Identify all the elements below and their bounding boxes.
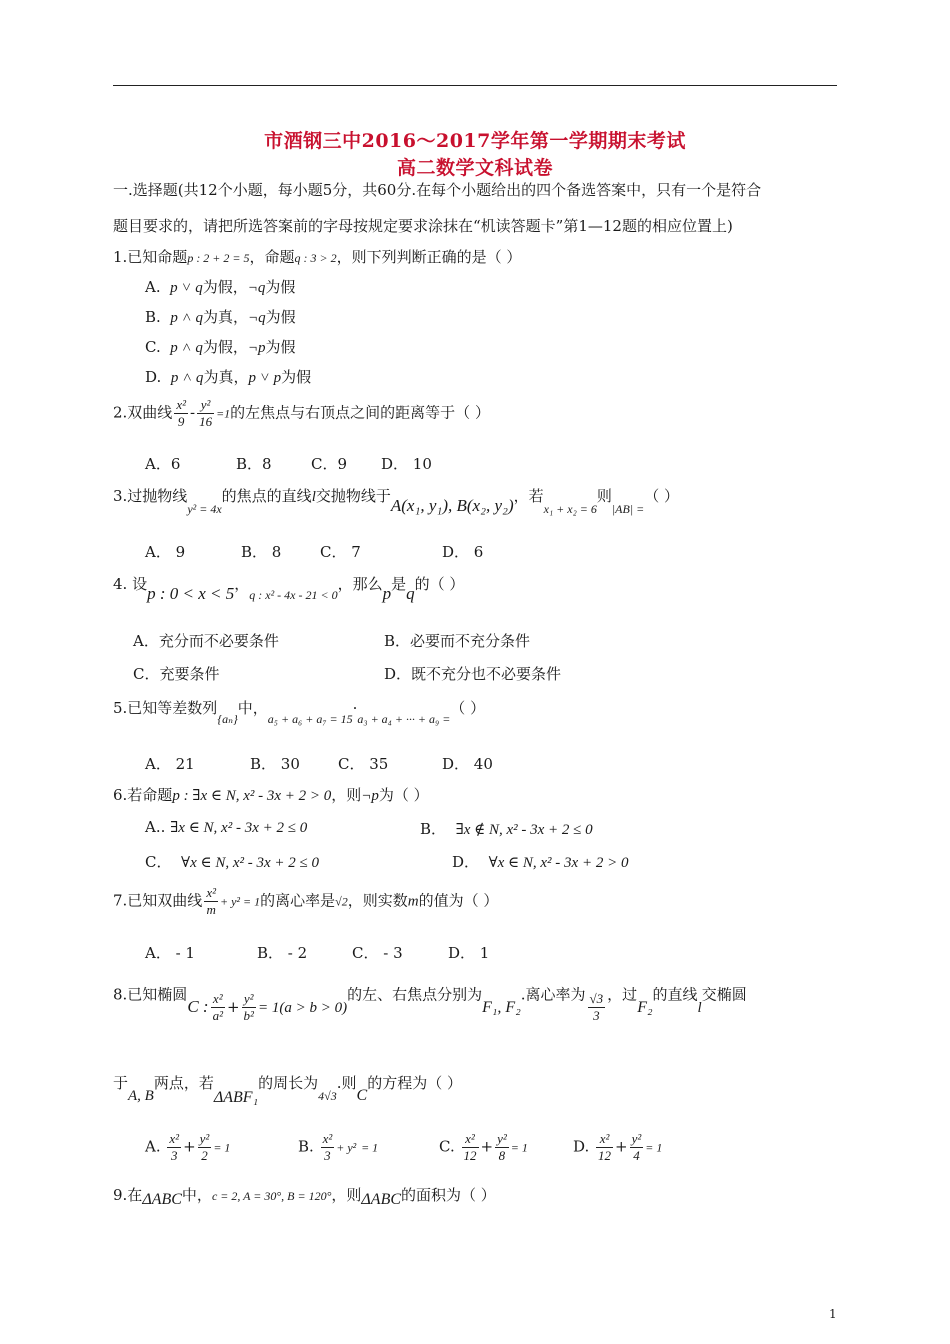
instructions-line2: 题目要求的，请把所选答案前的字母按规定要求涂抹在“机读答题卡”第1—12题的相应位置上) bbox=[113, 217, 733, 235]
q3-cond: x₁ + x₂ = 6 bbox=[543, 502, 597, 516]
q1-option-b-text1: 为真， bbox=[202, 308, 248, 326]
q8-e-den: 3 bbox=[593, 1008, 600, 1023]
instructions-line1: 一.选择题(共12个小题，每小题5分，共60分.在每个小题给出的四个备选答案中，只有一个是符合 bbox=[113, 181, 762, 199]
q6-option-b-label: B． bbox=[420, 820, 447, 838]
q1-mid: ，命题 bbox=[249, 248, 295, 266]
q7-f-num: x² bbox=[206, 885, 216, 900]
q1-option-a-text2: 为假 bbox=[265, 278, 296, 296]
q6-option-a-label: A.. bbox=[145, 818, 166, 836]
q5-option-d: D． 40 bbox=[442, 755, 493, 773]
q1-q-expr: q : 3 > 2 bbox=[294, 251, 337, 265]
q1-option-c-text2: 为假 bbox=[265, 338, 296, 356]
q8-option-a-frac2 bbox=[198, 1131, 212, 1164]
question-8 bbox=[113, 979, 747, 1023]
q8-option-c-a-den: 12 bbox=[463, 1148, 477, 1163]
q6-option-b-expr: ∃x ∉ N, x² - 3x + 2 ≤ 0 bbox=[455, 822, 593, 838]
q8-l: l bbox=[697, 999, 702, 1016]
q9-tri: ΔABC bbox=[142, 1191, 182, 1208]
q6-pre: 6.若命题 bbox=[113, 786, 173, 804]
q4-option-d: D．既不充分也不必要条件 bbox=[384, 665, 562, 683]
q8-option-d-a-den: 12 bbox=[598, 1148, 612, 1163]
q3-post: （ ） bbox=[644, 487, 679, 505]
q7-mid2: ，则实数 bbox=[347, 891, 408, 910]
q8-mid1: 的左、右焦点分别为 bbox=[347, 985, 483, 1004]
q7-option-c: C． - 3 bbox=[352, 944, 403, 962]
q8-mid2: .离心率为 bbox=[520, 985, 586, 1004]
q2-fraction-1 bbox=[174, 397, 188, 430]
q1-option-a bbox=[145, 276, 295, 297]
q4-option-c: C．充要条件 bbox=[133, 665, 220, 683]
q8-option-d-frac1 bbox=[596, 1131, 613, 1164]
q3-mid3: ，若 bbox=[513, 487, 544, 505]
q8-option-c-b-num: y² bbox=[497, 1131, 507, 1146]
q6-option-d bbox=[452, 851, 628, 872]
q8-option-c-frac2 bbox=[495, 1131, 509, 1164]
q6-mid: ，则 bbox=[331, 786, 362, 804]
q4-p: p bbox=[382, 584, 392, 603]
q8-f2-num: y² bbox=[242, 991, 256, 1008]
q4-mid: ，那么 bbox=[337, 575, 383, 593]
q8-option-d-eq: = 1 bbox=[645, 1140, 663, 1155]
q8-option-b-label: B. bbox=[298, 1137, 314, 1156]
q2-f2-den: 16 bbox=[199, 414, 213, 429]
q8-foci: F₁, F₂ bbox=[482, 998, 521, 1016]
q8-option-a-a-num: x² bbox=[169, 1131, 180, 1146]
q8-c2: C bbox=[356, 1087, 368, 1104]
q3-points: A(x₁, y₁), B(x₂, y₂) bbox=[390, 496, 514, 515]
q8-e-num: √3 bbox=[589, 991, 604, 1006]
q2-f2-num: y² bbox=[197, 397, 214, 414]
q8-option-c-a-num: x² bbox=[462, 1131, 479, 1148]
q4-is: 是 bbox=[391, 575, 407, 593]
question-2 bbox=[113, 397, 490, 430]
q4-comma: ， bbox=[234, 575, 250, 593]
q8-option-d-a-num: x² bbox=[596, 1131, 613, 1148]
q7-m: m bbox=[407, 893, 419, 910]
q1-post: ，则下列判断正确的是（ ） bbox=[336, 248, 522, 266]
q8-option-c-label: C. bbox=[439, 1137, 455, 1156]
q8-option-b-a-den: 3 bbox=[324, 1148, 331, 1163]
q1-option-c-label: C. bbox=[145, 338, 161, 356]
q2-option-a: A．6 bbox=[145, 455, 181, 473]
question-9 bbox=[113, 1184, 496, 1208]
q8-option-b-frac1 bbox=[321, 1131, 335, 1164]
q1-option-d-expr1: p ˄ q bbox=[170, 370, 204, 386]
q6-option-c-label: C． bbox=[145, 853, 172, 871]
exam-title: 市酒钢三中2016～2017学年第一学期期末考试 bbox=[264, 130, 686, 152]
q2-pre: 2.双曲线 bbox=[113, 403, 173, 422]
q2-option-b: B．8 bbox=[236, 455, 272, 473]
q7-option-a: A． - 1 bbox=[145, 944, 195, 962]
q8-option-c-op: + bbox=[480, 1137, 494, 1156]
q1-option-d bbox=[145, 366, 311, 387]
question-6 bbox=[113, 784, 429, 805]
q1-p-expr: p : 2 + 2 = 5 bbox=[187, 251, 250, 265]
q6-option-a-expr: ∃x ∈ N, x² - 3x + 2 ≤ 0 bbox=[170, 820, 308, 836]
q9-post: 的面积为（ ） bbox=[401, 1186, 496, 1204]
q8-fraction-1 bbox=[211, 991, 225, 1024]
q1-option-d-text1: 为真， bbox=[203, 368, 249, 386]
q3-mid1: 的焦点的直线 bbox=[221, 487, 312, 505]
q7-fraction bbox=[204, 885, 218, 918]
q8-plus: + bbox=[226, 997, 240, 1016]
q8-option-d-frac2 bbox=[630, 1131, 644, 1164]
q5-option-a: A． 21 bbox=[145, 755, 195, 773]
q8-option-a-eq: = 1 bbox=[213, 1140, 231, 1155]
question-4 bbox=[113, 573, 465, 603]
q6-option-c bbox=[145, 851, 319, 872]
q5-mid: 中， bbox=[237, 699, 268, 717]
q5-seq: {aₙ} bbox=[217, 712, 238, 726]
q1-option-c-text1: 为假， bbox=[202, 338, 248, 356]
header-rule bbox=[113, 85, 837, 86]
q2-option-c: C．9 bbox=[311, 455, 348, 473]
q8-option-a-b-num: y² bbox=[199, 1131, 210, 1146]
q2-f1-den: 9 bbox=[177, 414, 185, 429]
q9-mid2: ，则 bbox=[331, 1186, 362, 1204]
q7-pre: 7.已知双曲线 bbox=[113, 891, 203, 910]
q8-f1-den: a² bbox=[212, 1008, 223, 1023]
q7-ecc: √2 bbox=[335, 894, 348, 909]
q2-post: 的左焦点与右顶点之间的距离等于（ ） bbox=[230, 403, 490, 422]
q5-cond: a₅ + a₆ + a₇ = 15 bbox=[267, 712, 353, 726]
q9-tri2: ΔABC bbox=[361, 1191, 402, 1208]
q5-pre: 5.已知等差数列 bbox=[113, 699, 218, 717]
q2-minus: - bbox=[189, 403, 196, 422]
q4-post: 的（ ） bbox=[414, 575, 465, 593]
q3-parabola: y² = 4x bbox=[187, 502, 222, 516]
q7-option-b: B． - 2 bbox=[257, 944, 308, 962]
q1-option-a-expr2: ¬q bbox=[247, 280, 266, 296]
q8-line2-mid3: .则 bbox=[336, 1074, 357, 1092]
q8-option-b-a-num: x² bbox=[322, 1131, 333, 1146]
q1-option-c-expr1: p ˄ q bbox=[170, 340, 203, 356]
q6-option-a bbox=[145, 818, 307, 837]
q8-option-a-b-den: 2 bbox=[201, 1148, 208, 1163]
q8-fraction-2 bbox=[242, 991, 256, 1024]
q2-f1-num: x² bbox=[176, 397, 186, 412]
q8-option-c-frac1 bbox=[462, 1131, 479, 1164]
q6-option-c-expr: ∀x ∈ N, x² - 3x + 2 ≤ 0 bbox=[181, 855, 320, 871]
q3-option-c: C． 7 bbox=[320, 543, 361, 561]
exam-subtitle: 高二数学文科试卷 bbox=[396, 157, 553, 179]
q4-option-b: B．必要而不充分条件 bbox=[384, 632, 531, 650]
q8-c: C : bbox=[187, 996, 209, 1016]
q3-line-l: l bbox=[311, 489, 316, 505]
q3-mid4: 则 bbox=[596, 487, 612, 505]
q1-option-a-text1: 为假， bbox=[202, 278, 248, 296]
q5-post: （ ） bbox=[450, 699, 486, 717]
q8-mid4: 的直线 bbox=[652, 985, 698, 1004]
q8-line2-mid2: 的周长为 bbox=[258, 1074, 319, 1092]
q9-pre: 9.在 bbox=[113, 1186, 143, 1204]
q2-fraction-2 bbox=[197, 397, 214, 430]
q3-option-d: D． 6 bbox=[442, 543, 484, 561]
q8-option-b-eq: = 1 bbox=[361, 1140, 379, 1155]
q8-option-a-a-den: 3 bbox=[170, 1148, 178, 1163]
q8-f1-num: x² bbox=[211, 991, 225, 1008]
q3-ab: |AB| = bbox=[611, 502, 645, 516]
q1-option-a-expr1: p ˅ q bbox=[170, 280, 203, 296]
q1-option-d-expr2: p ˅ p bbox=[248, 370, 282, 386]
q4-option-a: A．充分而不必要条件 bbox=[133, 632, 279, 650]
q4-p-expr: p : 0 < x < 5 bbox=[147, 584, 235, 603]
q4-pre: 4. 设 bbox=[113, 575, 148, 593]
q7-rest: + y² = 1 bbox=[219, 894, 261, 909]
q1-option-b bbox=[145, 306, 296, 327]
q8-eccentricity bbox=[588, 991, 606, 1024]
q1-option-b-expr2: ¬q bbox=[247, 310, 266, 326]
q3-option-a: A． 9 bbox=[145, 543, 186, 561]
q3-option-b: B． 8 bbox=[241, 543, 282, 561]
q8-option-c-eq: = 1 bbox=[510, 1140, 528, 1155]
q1-option-b-text2: 为假 bbox=[265, 308, 296, 326]
q1-option-d-label: D. bbox=[145, 368, 162, 386]
q8-per: 4√3 bbox=[318, 1089, 337, 1103]
q8-option-b bbox=[298, 1131, 378, 1164]
q1-option-b-label: B. bbox=[145, 308, 161, 326]
q1-option-a-label: A. bbox=[145, 278, 161, 296]
q8-mid3: ，过 bbox=[607, 985, 638, 1004]
q8-option-a bbox=[145, 1131, 230, 1164]
q8-tri: ΔABF₁ bbox=[213, 1089, 259, 1106]
q6-option-d-expr: ∀x ∈ N, x² - 3x + 2 > 0 bbox=[488, 855, 629, 871]
q8-option-d-label: D. bbox=[573, 1137, 590, 1156]
q4-q: q bbox=[406, 584, 415, 603]
page-number: 1 bbox=[829, 1307, 837, 1321]
q9-mid: 中， bbox=[181, 1186, 212, 1204]
q1-option-d-text2: 为假 bbox=[281, 368, 312, 386]
q7-f-den: m bbox=[206, 902, 216, 917]
q8-option-d-op: + bbox=[615, 1137, 628, 1156]
q1-pre: 1.已知命题 bbox=[113, 248, 188, 266]
q9-cond: c = 2, A = 30°, B = 120° bbox=[211, 1189, 332, 1203]
q8-option-a-frac1 bbox=[167, 1131, 181, 1164]
q8-option-d-b-num: y² bbox=[631, 1131, 642, 1146]
q7-post: 的值为（ ） bbox=[418, 891, 499, 910]
q8-option-d-b-den: 4 bbox=[633, 1148, 640, 1163]
q6-neg: ¬p bbox=[361, 788, 379, 804]
q5-option-b: B． 30 bbox=[250, 755, 300, 773]
q2-option-d: D． 10 bbox=[381, 455, 432, 473]
q8-f2: F₂ bbox=[637, 998, 653, 1016]
q8-post: 交椭圆 bbox=[701, 985, 747, 1004]
q6-expr: p : ∃x ∈ N, x² - 3x + 2 > 0 bbox=[172, 788, 332, 804]
q6-post: 为（ ） bbox=[378, 786, 429, 804]
q5-dot: · bbox=[352, 699, 358, 717]
q5-option-c: C． 35 bbox=[338, 755, 389, 773]
q3-mid2: 交抛物线于 bbox=[315, 487, 391, 505]
q2-eq: =1 bbox=[216, 406, 231, 421]
q4-q-expr: q : x² - 4x - 21 < 0 bbox=[249, 588, 338, 602]
q1-option-c bbox=[145, 336, 296, 357]
q8-option-c bbox=[439, 1131, 528, 1164]
q8-rest: = 1(a > b > 0) bbox=[257, 999, 348, 1016]
q8-option-a-label: A. bbox=[145, 1137, 161, 1156]
q8-f2-den: b² bbox=[243, 1008, 254, 1023]
q8-line2-pre: 于 bbox=[113, 1074, 129, 1092]
q1-option-c-expr2: ¬p bbox=[247, 340, 266, 356]
q8-option-b-op: + y² bbox=[336, 1140, 357, 1155]
q8-ab: A, B bbox=[128, 1088, 154, 1104]
q1-option-b-expr1: p ˄ q bbox=[170, 310, 203, 326]
question-1 bbox=[113, 246, 521, 267]
question-3 bbox=[113, 485, 679, 516]
q6-option-b bbox=[420, 818, 593, 839]
q8-line2-mid1: 两点，若 bbox=[153, 1074, 214, 1092]
q7-option-d: D． 1 bbox=[448, 944, 490, 962]
q8-line2-post: 的方程为（ ） bbox=[367, 1074, 462, 1092]
q8-option-d bbox=[573, 1131, 662, 1164]
q7-mid: 的离心率是 bbox=[260, 891, 336, 910]
q3-pre: 3.过抛物线 bbox=[113, 487, 188, 505]
q8-pre: 8.已知椭圆 bbox=[113, 985, 188, 1004]
q8-option-a-op: + bbox=[183, 1137, 196, 1156]
q5-expr: a₃ + a₄ + ··· + a₉ = bbox=[357, 712, 451, 726]
q6-option-d-label: D． bbox=[452, 853, 480, 871]
q8-option-c-b-den: 8 bbox=[498, 1148, 506, 1163]
question-8-line2 bbox=[113, 1072, 462, 1106]
question-7 bbox=[113, 885, 498, 918]
